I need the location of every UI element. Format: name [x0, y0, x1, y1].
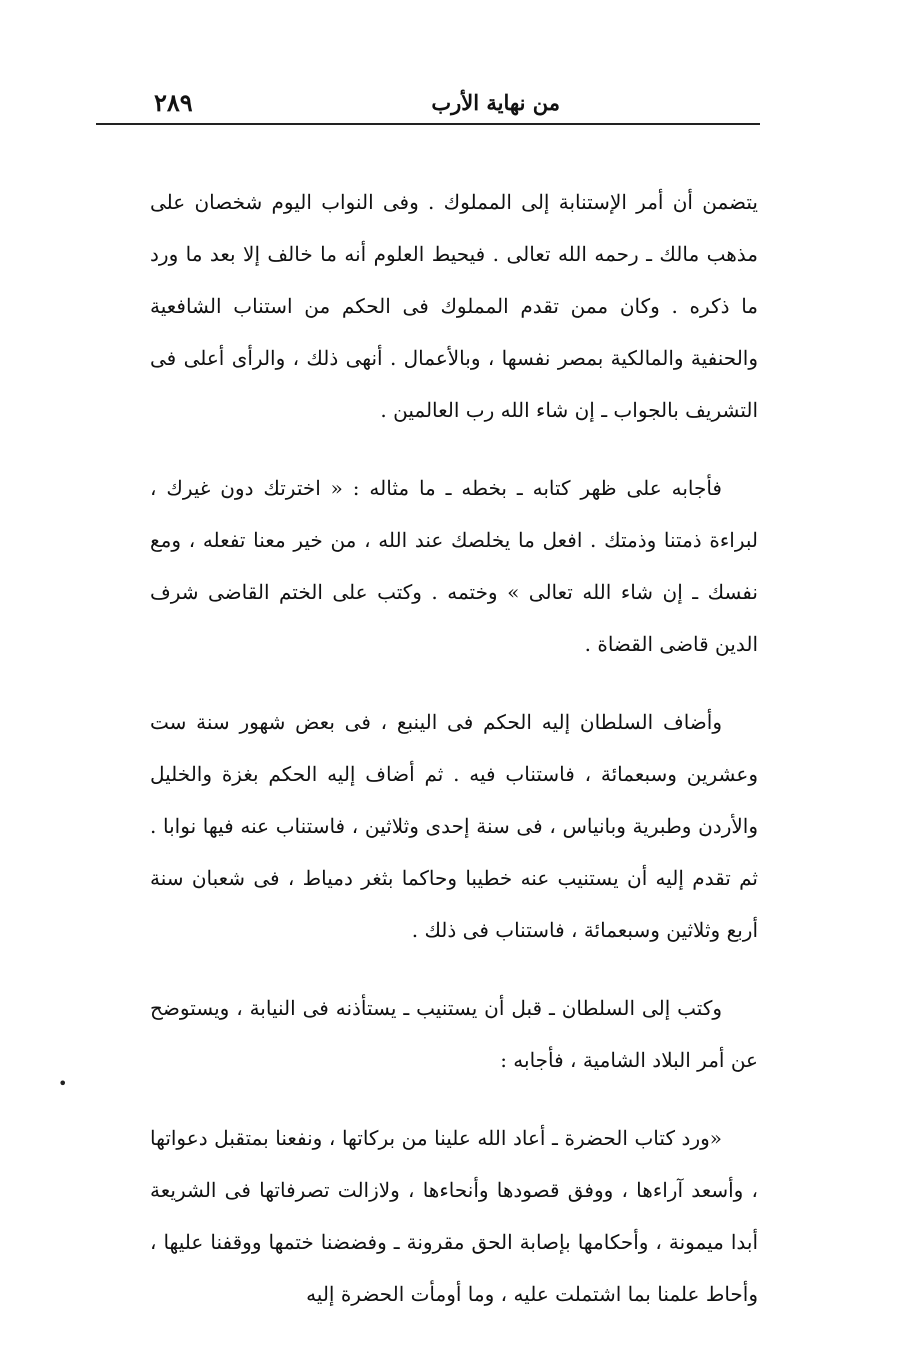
margin-mark: • [58, 1074, 68, 1093]
page-header [140, 84, 760, 124]
running-title: من نهاية الأرب [431, 90, 560, 115]
body-text [150, 176, 758, 1346]
paragraph: فأجابه على ظهر كتابه ـ بخطه ـ ما مثاله : « اخترتك دون غيرك ، لبراءة ذمتنا وذمتك . افعل ما يخلصك عند الله ، من خير معنا تفعله ، ومع نفسك ـ إن شاء الله تعالى » وختمه . وكتب على الختم القاضى شرف الدين قاضى القضاة . [150, 476, 758, 656]
paragraph: وكتب إلى السلطان ـ قبل أن يستنيب ـ يستأذنه فى النيابة ، ويستوضح عن أمر البلاد الشامية ، فأجابه : [150, 996, 758, 1072]
paragraph: «ورد كتاب الحضرة ـ أعاد الله علينا من بركاتها ، ونفعنا بمتقبل دعواتها ، وأسعد آراءها ، ووفق قصودها وأنحاءها ، ولازالت تصرفاتها فى الشريعة أبدا ميمونة ، وأحكامها بإصابة الحق مقرونة ـ وفضضنا ختمها ووقفنا عليها ، وأحاط علمنا بما اشتملت عليه ، وما أومأت الحضرة إليه [150, 1126, 758, 1306]
page-number: ٢٨٩ [154, 88, 193, 117]
header-divider [96, 123, 760, 125]
paragraph: يتضمن أن أمر الإستنابة إلى المملوك . وفى النواب اليوم شخصان على مذهب مالك ـ رحمه الله تعالى . فيحيط العلوم أنه ما خالف إلا بعد ما ورد ما ذكره . وكان ممن تقدم المملوك فى الحكم من استناب الشافعية والحنفية والمالكية بمصر نفسها ، وبالأعمال . أنهى ذلك ، والرأى أعلى فى التشريف بالجواب ـ إن شاء الله رب العالمين . [150, 190, 758, 422]
paragraph: وأضاف السلطان إليه الحكم فى الينبع ، فى بعض شهور سنة ست وعشرين وسبعمائة ، فاستناب فيه . ثم أضاف إليه الحكم بغزة والخليل والأردن وطبرية وبانياس ، فى سنة إحدى وثلاثين ، فاستناب عنه فيها نوابا . ثم تقدم إليه أن يستنيب عنه خطيبا وحاكما بثغر دمياط ، فى شعبان سنة أربع وثلاثين وسبعمائة ، فاستناب فى ذلك . [150, 710, 758, 942]
